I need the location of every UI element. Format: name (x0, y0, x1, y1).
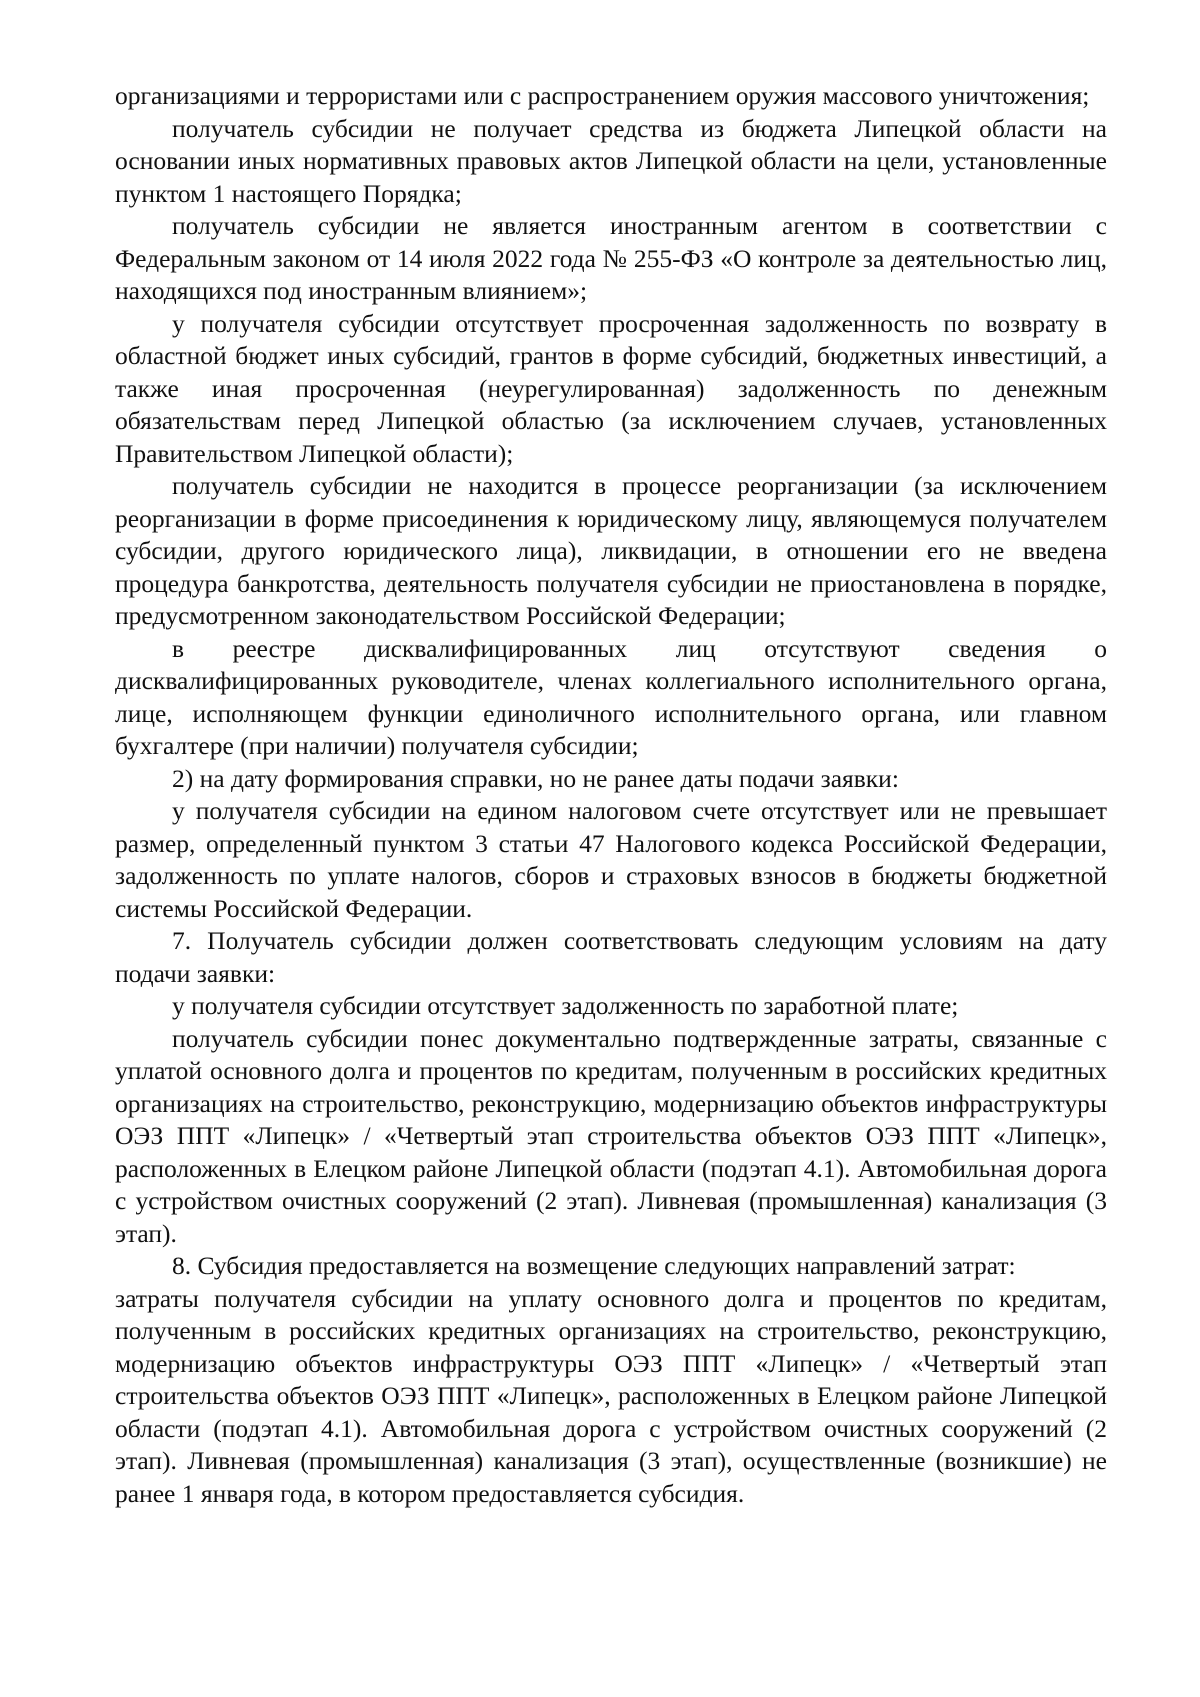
paragraph-documented-costs: получатель субсидии понес документально подтвержденные затраты, связанные с уплатой основного долга и процентов по кредитам, полученным в российских кредитных организациях на строительство, реконструкцию, модернизацию объектов инфраструктуры ОЭЗ ППТ «Липецк» / «Четвертый этап строительства объектов ОЭЗ ППТ «Липецк», расположенных в Елецком районе Липецкой области (подэтап 4.1). Автомобильная дорога с устройством очистных сооружений (2 этап). Ливневая (промышленная) канализация (3 этап). (115, 1023, 1107, 1248)
paragraph-no-reorganization: получатель субсидии не находится в процессе реорганизации (за исключением реорганизации в форме присоединения к юридическому лицу, являющемуся получателем субсидии, другого юридического лица), ликвидации, в отношении его не введена процедура банкротства, деятельность получателя субсидии не приостановлена в порядке, предусмотренном законодательством Российской Федерации; (115, 471, 1107, 630)
paragraph-tax-account: у получателя субсидии на едином налоговом счете отсутствует или не превышает размер, определенный пунктом 3 статьи 47 Налогового кодекса Российской Федерации, задолженность по уплате налогов, сборов и страховых взносов в бюджеты бюджетной системы Российской Федерации. (115, 796, 1107, 923)
paragraph-no-other-funds: получатель субсидии не получает средства из бюджета Липецкой области на основании иных нормативных правовых актов Липецкой области на цели, установленные пунктом 1 настоящего Порядка; (115, 113, 1107, 208)
paragraph-section-7: 7. Получатель субсидии должен соответствовать следующим условиям на дату подачи заявки: (115, 926, 1107, 988)
paragraph-section-8: 8. Субсидия предоставляется на возмещение следующих направлений затрат: (172, 1251, 1016, 1280)
paragraph-cost-directions: затраты получателя субсидии на уплату основного долга и процентов по кредитам, полученным в российских кредитных организациях на строительство, реконструкцию, модернизацию объектов инфраструктуры ОЭЗ ППТ «Липецк» / «Четвертый этап строительства объектов ОЭЗ ППТ «Липецк», расположенных в Елецком районе Липецкой области (подэтап 4.1). Автомобильная дорога с устройством очистных сооружений (2 этап). Ливневая (промышленная) канализация (3 этап), осуществленные (возникшие) не ранее 1 января года, в котором предоставляется субсидия. (115, 1283, 1107, 1508)
paragraph-no-wage-debt: у получателя субсидии отсутствует задолженность по заработной плате; (172, 991, 959, 1020)
paragraph-item-2: 2) на дату формирования справки, но не ранее даты подачи заявки: (172, 763, 899, 793)
paragraph-sanctions-end: организациями и террористами или с распространением оружия массового уничтожения; (115, 81, 1090, 110)
paragraph-disqualified-registry: в реестре дисквалифицированных лиц отсутствуют сведения о дисквалифицированных руководителе, членах коллегиального исполнительного органа, лице, исполняющем функции единоличного исполнительного органа, или главном бухгалтере (при наличии) получателя субсидии; (115, 633, 1107, 760)
document-body (115, 80, 1107, 1510)
paragraph-no-overdue-debt: у получателя субсидии отсутствует просроченная задолженность по возврату в областной бюджет иных субсидий, грантов в форме субсидий, бюджетных инвестиций, а также иная просроченная (неурегулированная) задолженность по денежным обязательствам перед Липецкой областью (за исключением случаев, установленных Правительством Липецкой области); (115, 308, 1107, 468)
paragraph-not-foreign-agent: получатель субсидии не является иностранным агентом в соответствии с Федеральным законом от 14 июля 2022 года № 255-ФЗ «О контроле за деятельностью лиц, находящихся под иностранным влиянием»; (115, 211, 1107, 305)
